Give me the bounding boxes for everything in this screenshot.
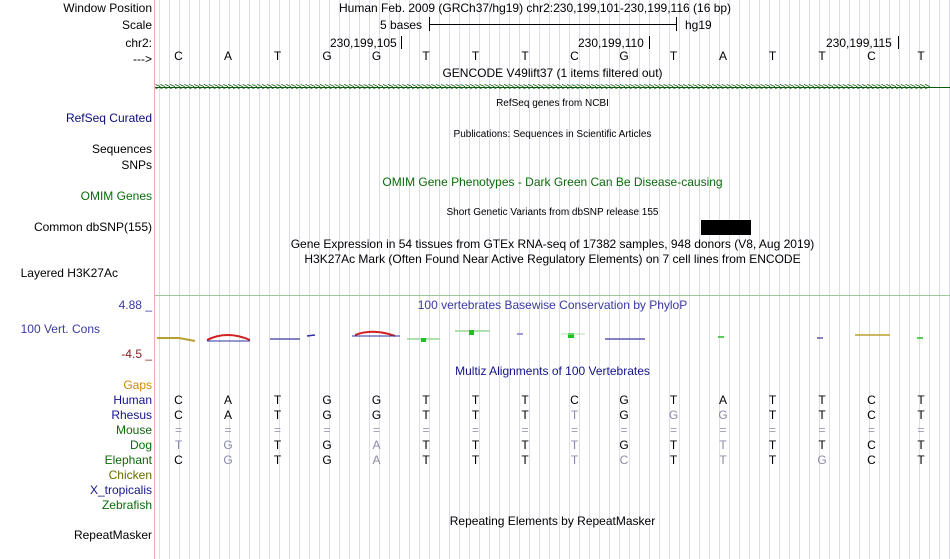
phylop-track-title: 100 vertebrates Basewise Conservation by PhyloP bbox=[417, 298, 688, 312]
alignment-base: = bbox=[174, 423, 182, 437]
alignment-base: T bbox=[719, 438, 727, 452]
alignment-base: C bbox=[867, 393, 876, 407]
h3k27ac-track-label[interactable]: Layered H3K27Ac bbox=[20, 266, 118, 280]
reference-base: T bbox=[818, 49, 826, 63]
alignment-base: = bbox=[471, 423, 479, 437]
alignment-base: T bbox=[917, 453, 925, 467]
browser-track-image[interactable] bbox=[155, 0, 950, 559]
ruler-tick-3: 230,199,115 bbox=[826, 36, 892, 50]
alignment-base: = bbox=[372, 423, 380, 437]
alignment-base: = bbox=[273, 423, 281, 437]
gencode-track-title: GENCODE V49lift37 (1 items filtered out) bbox=[442, 66, 663, 80]
omim-track-label[interactable]: OMIM Genes bbox=[80, 189, 152, 203]
alignment-base: T bbox=[521, 393, 529, 407]
alignment-base: = bbox=[422, 423, 430, 437]
alignment-base: T bbox=[768, 453, 777, 467]
alignment-base: = bbox=[867, 423, 875, 437]
snps-track-label[interactable]: SNPs bbox=[121, 158, 152, 172]
alignment-base: T bbox=[768, 438, 777, 452]
alignment-base: T bbox=[669, 438, 678, 452]
reference-base: C bbox=[174, 49, 183, 63]
alignment-base: = bbox=[917, 423, 925, 437]
alignment-base: = bbox=[818, 423, 826, 437]
species-label-human: Human bbox=[113, 393, 152, 407]
alignment-base: G bbox=[619, 393, 629, 407]
reference-base: T bbox=[917, 49, 925, 63]
alignment-base: T bbox=[818, 408, 826, 422]
alignment-base: T bbox=[273, 453, 282, 467]
strand-arrow-label: ---> bbox=[133, 52, 152, 66]
alignment-base: T bbox=[917, 408, 925, 422]
alignment-base: T bbox=[521, 408, 529, 422]
alignment-base: T bbox=[273, 438, 282, 452]
reference-base: G bbox=[371, 49, 382, 63]
alignment-base: T bbox=[422, 453, 430, 467]
alignment-base: T bbox=[917, 393, 925, 407]
alignment-base: G bbox=[619, 408, 629, 422]
alignment-base: T bbox=[818, 393, 826, 407]
publications-track-title: Publications: Sequences in Scientific Articles bbox=[453, 129, 652, 140]
alignment-base: G bbox=[322, 393, 332, 407]
alignment-base: T bbox=[471, 438, 480, 452]
gtex-track-title: Gene Expression in 54 tissues from GTEx RNA-seq of 17382 samples, 948 donors (V8, Aug 2019) bbox=[290, 237, 815, 251]
species-label-dog: Dog bbox=[129, 438, 152, 452]
alignment-base: T bbox=[471, 393, 480, 407]
alignment-base: T bbox=[471, 408, 480, 422]
alignment-base: G bbox=[322, 453, 332, 467]
alignment-base: A bbox=[223, 408, 232, 422]
reference-base: T bbox=[669, 49, 678, 63]
reference-base: T bbox=[768, 49, 777, 63]
alignment-base: A bbox=[718, 393, 727, 407]
alignment-base: G bbox=[619, 438, 629, 452]
alignment-base: G bbox=[371, 408, 382, 422]
alignment-base: = bbox=[224, 423, 232, 437]
ruler-tick-mark-2 bbox=[649, 36, 650, 49]
reference-base: T bbox=[471, 49, 480, 63]
alignment-base: T bbox=[521, 453, 529, 467]
alignment-base: = bbox=[521, 423, 529, 437]
alignment-base: = bbox=[768, 423, 776, 437]
alignment-base: = bbox=[570, 423, 578, 437]
alignment-base: T bbox=[669, 453, 678, 467]
alignment-base: G bbox=[223, 438, 233, 452]
reference-base: A bbox=[223, 49, 232, 63]
gencode-strand-arrows: >>>>>>>>>>>>>>>>>>>>>>>>>>>>>>>>>>>>>>>>>>>>>>>>>>>>>>>>>>>>>>>>>>>>>>>>>>>>>>>>>>>>>>>>>>>>>>>>>>>>>>>>>>>>>>>>>>>>>>>>>>>>>>>>>>>>>>>>>>>>>>>>>>>>>>>>>>>>>>>> bbox=[155, 82, 930, 93]
species-label-x-tropicalis: X_tropicalis bbox=[89, 483, 152, 497]
alignment-base: T bbox=[521, 438, 529, 452]
alignment-base: T bbox=[273, 393, 282, 407]
alignment-base: A bbox=[372, 453, 381, 467]
alignment-base: C bbox=[174, 408, 183, 422]
reference-base: C bbox=[570, 49, 579, 63]
ruler-tick-2: 230,199,110 bbox=[578, 36, 644, 50]
scale-bar bbox=[429, 17, 677, 31]
alignment-base: T bbox=[471, 453, 480, 467]
phylop-wiggle-plot[interactable] bbox=[155, 320, 950, 350]
reference-base: T bbox=[422, 49, 430, 63]
reference-base: T bbox=[273, 49, 282, 63]
alignment-base: T bbox=[570, 453, 579, 467]
refseq-track-title: RefSeq genes from NCBI bbox=[496, 98, 609, 109]
alignment-base: G bbox=[668, 408, 679, 422]
species-label-mouse: Mouse bbox=[115, 423, 152, 437]
alignment-base: T bbox=[768, 408, 777, 422]
sequences-track-label[interactable]: Sequences bbox=[91, 142, 152, 156]
species-label-chicken: Chicken bbox=[108, 468, 152, 482]
alignment-base: T bbox=[422, 408, 430, 422]
reference-base: T bbox=[521, 49, 529, 63]
alignment-base: C bbox=[867, 438, 876, 452]
alignment-base: T bbox=[174, 438, 183, 452]
alignment-base: G bbox=[371, 393, 382, 407]
assembly-label: hg19 bbox=[685, 18, 712, 32]
repeatmasker-track-label[interactable]: RepeatMasker bbox=[73, 528, 152, 542]
alignment-base: C bbox=[174, 393, 183, 407]
alignment-base: A bbox=[372, 438, 381, 452]
phylop-max-label: 4.88 _ bbox=[118, 298, 152, 312]
alignment-base: C bbox=[619, 453, 629, 467]
ruler-tick-1: 230,199,105 bbox=[330, 36, 397, 50]
phylop-top-boundary bbox=[155, 295, 950, 296]
alignment-base: G bbox=[718, 408, 728, 422]
dbsnp-variant-item[interactable] bbox=[701, 220, 751, 235]
gaps-label: Gaps bbox=[123, 378, 152, 392]
alignment-base: T bbox=[570, 408, 579, 422]
alignment-base: = bbox=[323, 423, 331, 437]
alignment-base: G bbox=[322, 408, 332, 422]
alignment-base: T bbox=[422, 393, 430, 407]
alignment-base: T bbox=[669, 393, 678, 407]
omim-track-title: OMIM Gene Phenotypes - Dark Green Can Be Disease-causing bbox=[382, 175, 723, 189]
reference-base: C bbox=[867, 49, 876, 63]
alignment-base: G bbox=[817, 453, 827, 467]
multiz-track-title: Multiz Alignments of 100 Vertebrates bbox=[455, 364, 650, 378]
alignment-base: G bbox=[223, 453, 233, 467]
window-position-label: Window Position bbox=[63, 1, 152, 15]
h3k27ac-track-title: H3K27Ac Mark (Often Found Near Active Regulatory Elements) on 7 cell lines from ENCODE bbox=[304, 252, 801, 266]
species-label-elephant: Elephant bbox=[104, 453, 152, 467]
alignment-base: T bbox=[917, 438, 925, 452]
species-label-rhesus: Rhesus bbox=[111, 408, 152, 422]
alignment-base: A bbox=[223, 393, 232, 407]
alignment-base: G bbox=[322, 438, 332, 452]
alignment-base: C bbox=[867, 453, 876, 467]
dbsnp-track-title: Short Genetic Variants from dbSNP release 155 bbox=[446, 207, 659, 218]
alignment-base: T bbox=[273, 408, 282, 422]
reference-base: G bbox=[619, 49, 629, 63]
phylop-min-label: -4.5 _ bbox=[121, 347, 152, 361]
ruler-tick-mark-3 bbox=[898, 36, 899, 49]
phylop-track-label[interactable]: 100 Vert. Cons bbox=[20, 322, 100, 336]
alignment-base: C bbox=[570, 393, 579, 407]
reference-base: G bbox=[322, 49, 332, 63]
alignment-base: = bbox=[719, 423, 727, 437]
track-label-panel bbox=[0, 0, 154, 559]
refseq-track-label[interactable]: RefSeq Curated bbox=[65, 111, 152, 125]
chrom-label: chr2: bbox=[125, 36, 152, 50]
alignment-base: T bbox=[422, 438, 430, 452]
alignment-base: C bbox=[174, 453, 183, 467]
species-label-zebrafish: Zebrafish bbox=[101, 498, 152, 512]
alignment-base: = bbox=[620, 423, 628, 437]
reference-base: A bbox=[718, 49, 727, 63]
position-info-text: Human Feb. 2009 (GRCh37/hg19) chr2:230,199,101-230,199,116 (16 bp) bbox=[339, 1, 732, 15]
alignment-base: T bbox=[768, 393, 777, 407]
scale-bases-text: 5 bases bbox=[380, 18, 423, 32]
scale-label: Scale bbox=[121, 18, 152, 32]
dbsnp-track-label[interactable]: Common dbSNP(155) bbox=[33, 220, 152, 234]
alignment-base: T bbox=[570, 438, 579, 452]
alignment-base: C bbox=[867, 408, 876, 422]
ruler-tick-mark-1 bbox=[401, 36, 402, 49]
alignment-base: = bbox=[669, 423, 677, 437]
repeatmasker-track-title: Repeating Elements by RepeatMasker bbox=[449, 514, 656, 528]
alignment-base: T bbox=[818, 438, 826, 452]
alignment-base: T bbox=[719, 453, 727, 467]
